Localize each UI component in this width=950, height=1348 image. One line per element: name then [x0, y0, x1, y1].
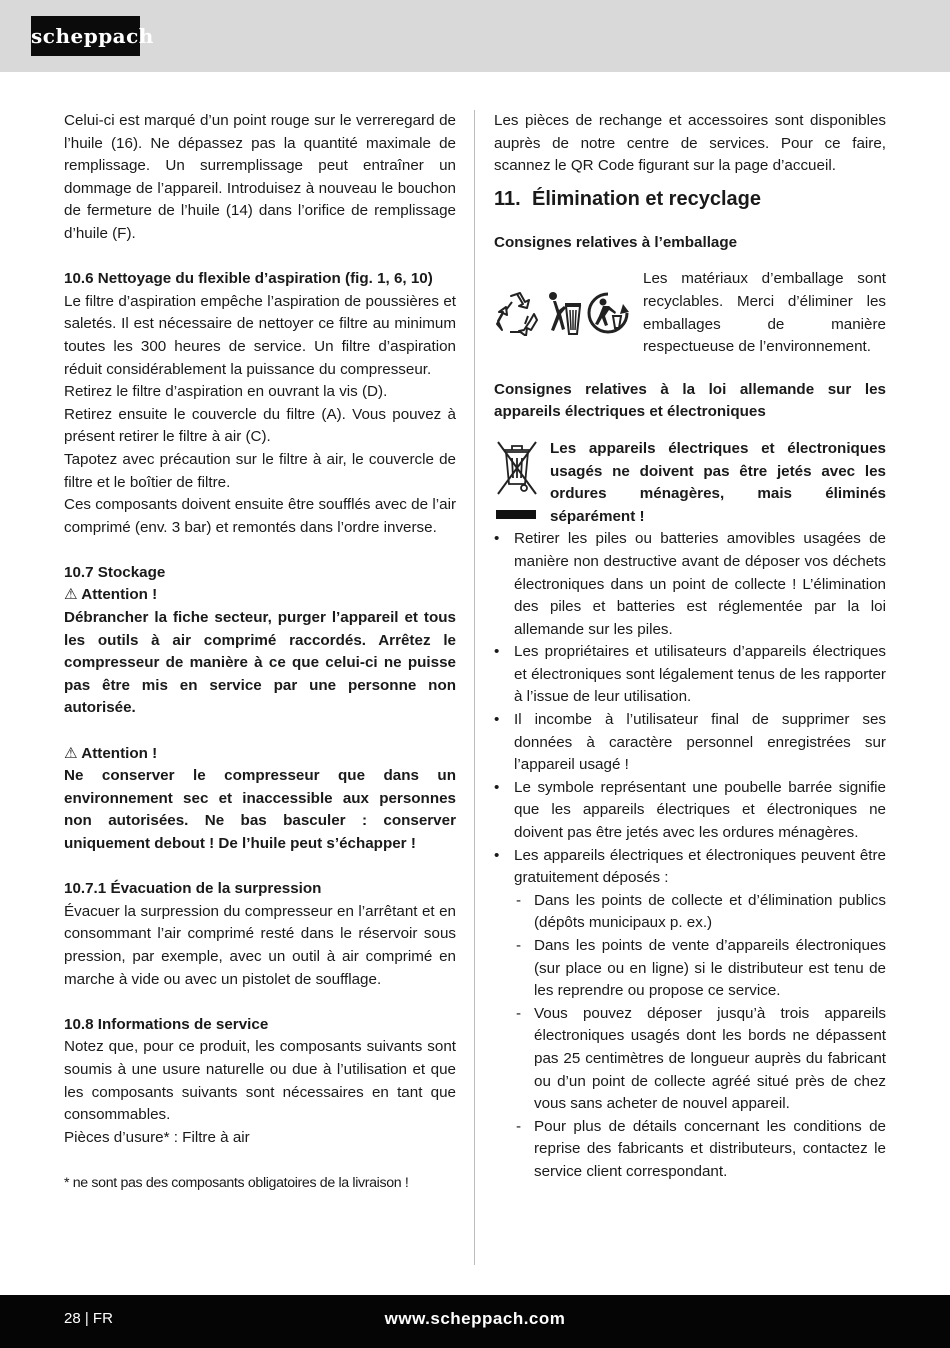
page-header: [0, 0, 950, 72]
list-item: - Dans les points de collecte et d’élimination publics (dépôts municipaux p. ex.): [514, 890, 886, 935]
s106-paragraph-1: Le filtre d’aspiration empêche l’aspiration de poussières et saletés. Il est nécessaire de nettoyer ce filtre au minimum toutes les 300 heures de service. Un filtre d’aspiration réduit considérablement la puissance du compresseur.: [64, 292, 456, 378]
spare-parts-paragraph: Les pièces de rechange et accessoires sont disponibles auprès de notre centre de services. Pour ce faire, scannez le QR Code figurant sur la page d’accueil.: [494, 112, 886, 175]
s1071-paragraph: Évacuer la surpression du compresseur en l’arrêtant et en consommant l’air comprimé resté dans le réservoir sous pression, par exemple, avec un outil à air comprimé en marche à vide ou avec un pistolet de soufflage.: [64, 902, 456, 988]
weee-symbol: [494, 438, 550, 528]
list-item: • Il incombe à l’utilisateur final de supprimer ses données à caractère personnel enregistrées sur l’appareil usagé !: [494, 709, 886, 777]
drop-off-list: [514, 890, 886, 1184]
s106-paragraph-4: Tapotez avec précaution sur le filtre à air, le couvercle de filtre et le boîtier de filtre.: [64, 450, 456, 491]
column-divider: [474, 110, 475, 1265]
page-number: 28 | FR: [64, 1310, 113, 1327]
packaging-text: Les matériaux d’emballage sont recyclables. Merci d’éliminer les emballages de manière respectueuse de l’environnement.: [643, 270, 886, 356]
tidyman-icon: [544, 290, 582, 336]
attention-text-2: Ne conserver le compresseur que dans un environnement sec et inaccessible aux personnes non autorisées. Ne bas basculer : conserver uniquement debout ! De l’huile peut s’échapper !: [64, 767, 456, 852]
left-column: [64, 110, 456, 1195]
weee-warning: Les appareils électriques et électroniques usagés ne doivent pas être jetés avec les ordures ménagères, mais éliminés séparément !: [550, 439, 886, 525]
section-11-heading: [494, 186, 886, 212]
weee-bar: [496, 510, 536, 519]
footnote: * ne sont pas des composants obligatoires de la livraison !: [64, 1174, 409, 1191]
s108-paragraph-1: Notez que, pour ce produit, les composants suivants sont soumis à une usure naturelle ou due à l’utilisation et que les composants suivants sont nécessaires en tant que consommables.: [64, 1038, 456, 1124]
list-item: • Retirer les piles ou batteries amovibles usagées de manière non destructive avant de déposer vos déchets électroniques dans un point de collecte ! L’élimination des piles et batteries est réglementée par la loi allemande sur les piles.: [494, 528, 886, 641]
attention-label-1: ⚠ Attention !: [64, 586, 158, 604]
crossed-bin-icon: [494, 438, 540, 504]
section-10-8-title: 10.8 Informations de service: [64, 1015, 269, 1033]
weee-block: [494, 438, 886, 528]
section-10-6-title: 10.6 Nettoyage du flexible d’aspiration (fig. 1, 6, 10): [64, 270, 433, 288]
brand-logo: scheppach: [31, 16, 140, 56]
list-item-text: Les appareils électriques et électroniques peuvent être gratuitement déposés :: [514, 846, 886, 887]
section-10-7-1-title: 10.7.1 Évacuation de la surpression: [64, 880, 322, 898]
s108-paragraph-2: Pièces d’usure* : Filtre à air: [64, 1128, 250, 1146]
packaging-icons: [494, 268, 643, 358]
list-item: - Vous pouvez déposer jusqu’à trois appareils électroniques usagés dont les bords ne dépassent pas 25 centimètres de longueur auprès du fabricant ou d’un point de collecte agréé situé près de chez vous sans acheter de nouvel appareil.: [514, 1003, 886, 1116]
packaging-block: [494, 268, 886, 358]
s106-paragraph-2: Retirez le filtre d’aspiration en ouvrant la vis (D).: [64, 383, 388, 401]
packaging-title: Consignes relatives à l’emballage: [494, 233, 738, 251]
list-item: • Le symbole représentant une poubelle barrée signifie que les appareils électriques et électroniques ne doivent pas être jetés avec les ordures ménagères.: [494, 777, 886, 845]
s106-paragraph-3: Retirez ensuite le couvercle du filtre (A). Vous pouvez à présent retirer le filtre à air (C).: [64, 405, 456, 446]
website-link[interactable]: www.scheppach.com: [384, 1309, 566, 1328]
section-11-title: Élimination et recyclage: [532, 187, 761, 210]
attention-label-2: ⚠ Attention !: [64, 744, 158, 762]
section-11-number: 11.: [494, 187, 521, 210]
attention-text-1: Débrancher la fiche secteur, purger l’appareil et tous les outils à air comprimé raccordés. Arrêtez le compresseur de manière à ce que celui-ci ne puisse pas être mis en service par une personne non autorisée.: [64, 609, 456, 717]
recycle-icon: [494, 290, 540, 336]
weee-law-title: Consignes relatives à la loi allemande sur les appareils électriques et électroniques: [494, 380, 886, 421]
list-item: - Pour plus de détails concernant les conditions de reprise des fabricants et distributeurs, contactez le service client correspondant.: [514, 1116, 886, 1184]
page-footer: [0, 1295, 950, 1348]
section-10-7-title: 10.7 Stockage: [64, 563, 166, 581]
recyclable-icon: [585, 290, 631, 336]
weee-bullet-list: [494, 528, 886, 1183]
list-item: [494, 845, 886, 1184]
list-item: • Les propriétaires et utilisateurs d’appareils électriques et électroniques sont légalement tenus de les rapporter à l’issue de leur utilisation.: [494, 641, 886, 709]
s106-paragraph-5: Ces composants doivent ensuite être soufflés avec de l’air comprimé (env. 3 bar) et remontés dans l’ordre inverse.: [64, 496, 456, 536]
oil-fill-paragraph: Celui-ci est marqué d’un point rouge sur le verreregard de l’huile (16). Ne dépassez pas la quantité maximale de remplissage. Un surremplissage peut entraîner un dommage de l’appareil. Introduisez à nouveau le bouchon de fermeture de l’huile (14) dans l’orifice de remplissage d’huile (F).: [64, 112, 456, 242]
right-column: [494, 110, 886, 1184]
list-item: - Dans les points de vente d’appareils électroniques (sur place ou en ligne) si le distributeur est tenu de les reprendre ou propose ce service.: [514, 935, 886, 1003]
